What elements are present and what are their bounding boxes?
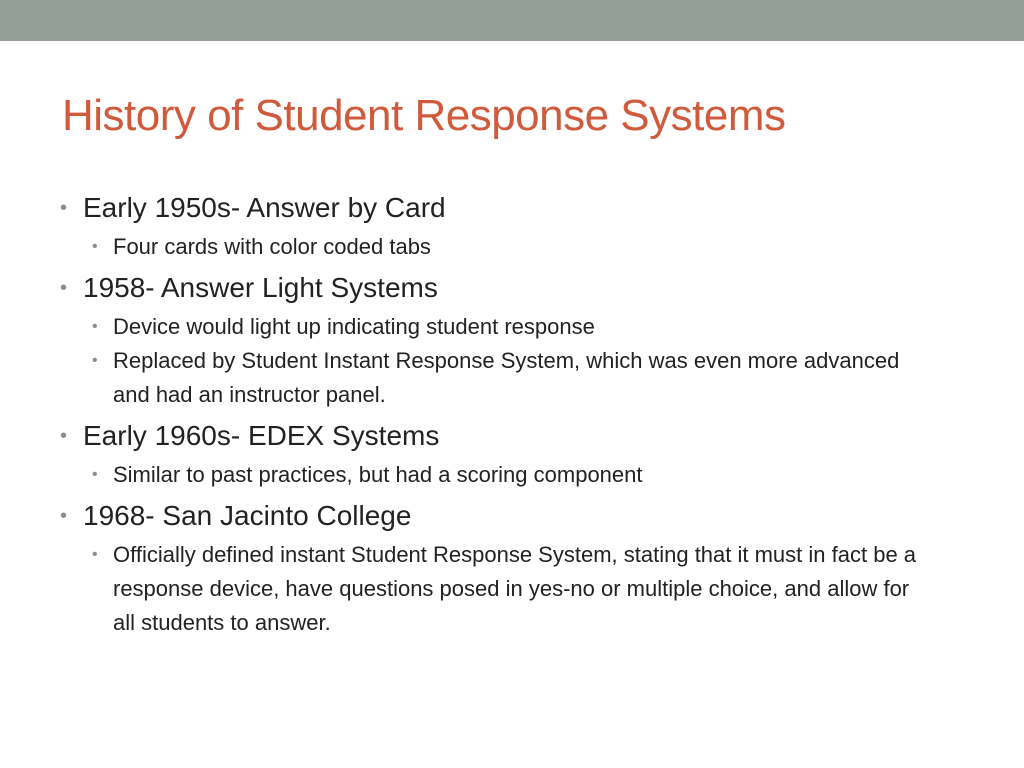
bullet-text: 1958- Answer Light Systems: [83, 272, 438, 303]
bullet-item-1960s: [60, 414, 960, 458]
bullet-text: Early 1950s- Answer by Card: [83, 192, 446, 223]
sub-bullet-text: Officially defined instant Student Response System, stating that it must in fact be a response device, have questions posed in yes-no or multiple choice, and allow for all students to answer.: [113, 542, 917, 635]
sub-bullet-item: [60, 344, 960, 412]
bullet-text: Early 1960s- EDEX Systems: [83, 420, 440, 451]
sub-bullet-icon: •: [92, 352, 98, 369]
sub-bullet-text: Four cards with color coded tabs: [113, 234, 431, 259]
sub-bullet-item: [60, 538, 960, 640]
top-decorative-band: [0, 0, 1024, 41]
sub-bullet-text: Similar to past practices, but had a scoring component: [113, 462, 643, 487]
sub-bullet-text: Replaced by Student Instant Response System, which was even more advanced and had an instructor panel.: [113, 348, 900, 407]
bullet-icon: •: [60, 505, 68, 527]
bullet-icon: •: [60, 425, 68, 447]
sub-bullet-item: [60, 230, 960, 264]
slide-title: History of Student Response Systems: [62, 91, 786, 140]
bullet-item-1958: [60, 266, 960, 310]
sub-bullet-item: [60, 310, 960, 344]
sub-bullet-text: Device would light up indicating student response: [113, 314, 595, 339]
bullet-icon: •: [60, 197, 68, 219]
bullet-list: [60, 186, 960, 644]
bullet-item-1950s: [60, 186, 960, 230]
sub-bullet-icon: •: [92, 466, 98, 483]
bullet-item-1968: [60, 494, 960, 538]
sub-bullet-icon: •: [92, 238, 98, 255]
bullet-icon: •: [60, 277, 68, 299]
bullet-text: 1968- San Jacinto College: [83, 500, 412, 531]
sub-bullet-item: [60, 458, 960, 492]
sub-bullet-icon: •: [92, 318, 98, 335]
sub-bullet-icon: •: [92, 546, 98, 563]
